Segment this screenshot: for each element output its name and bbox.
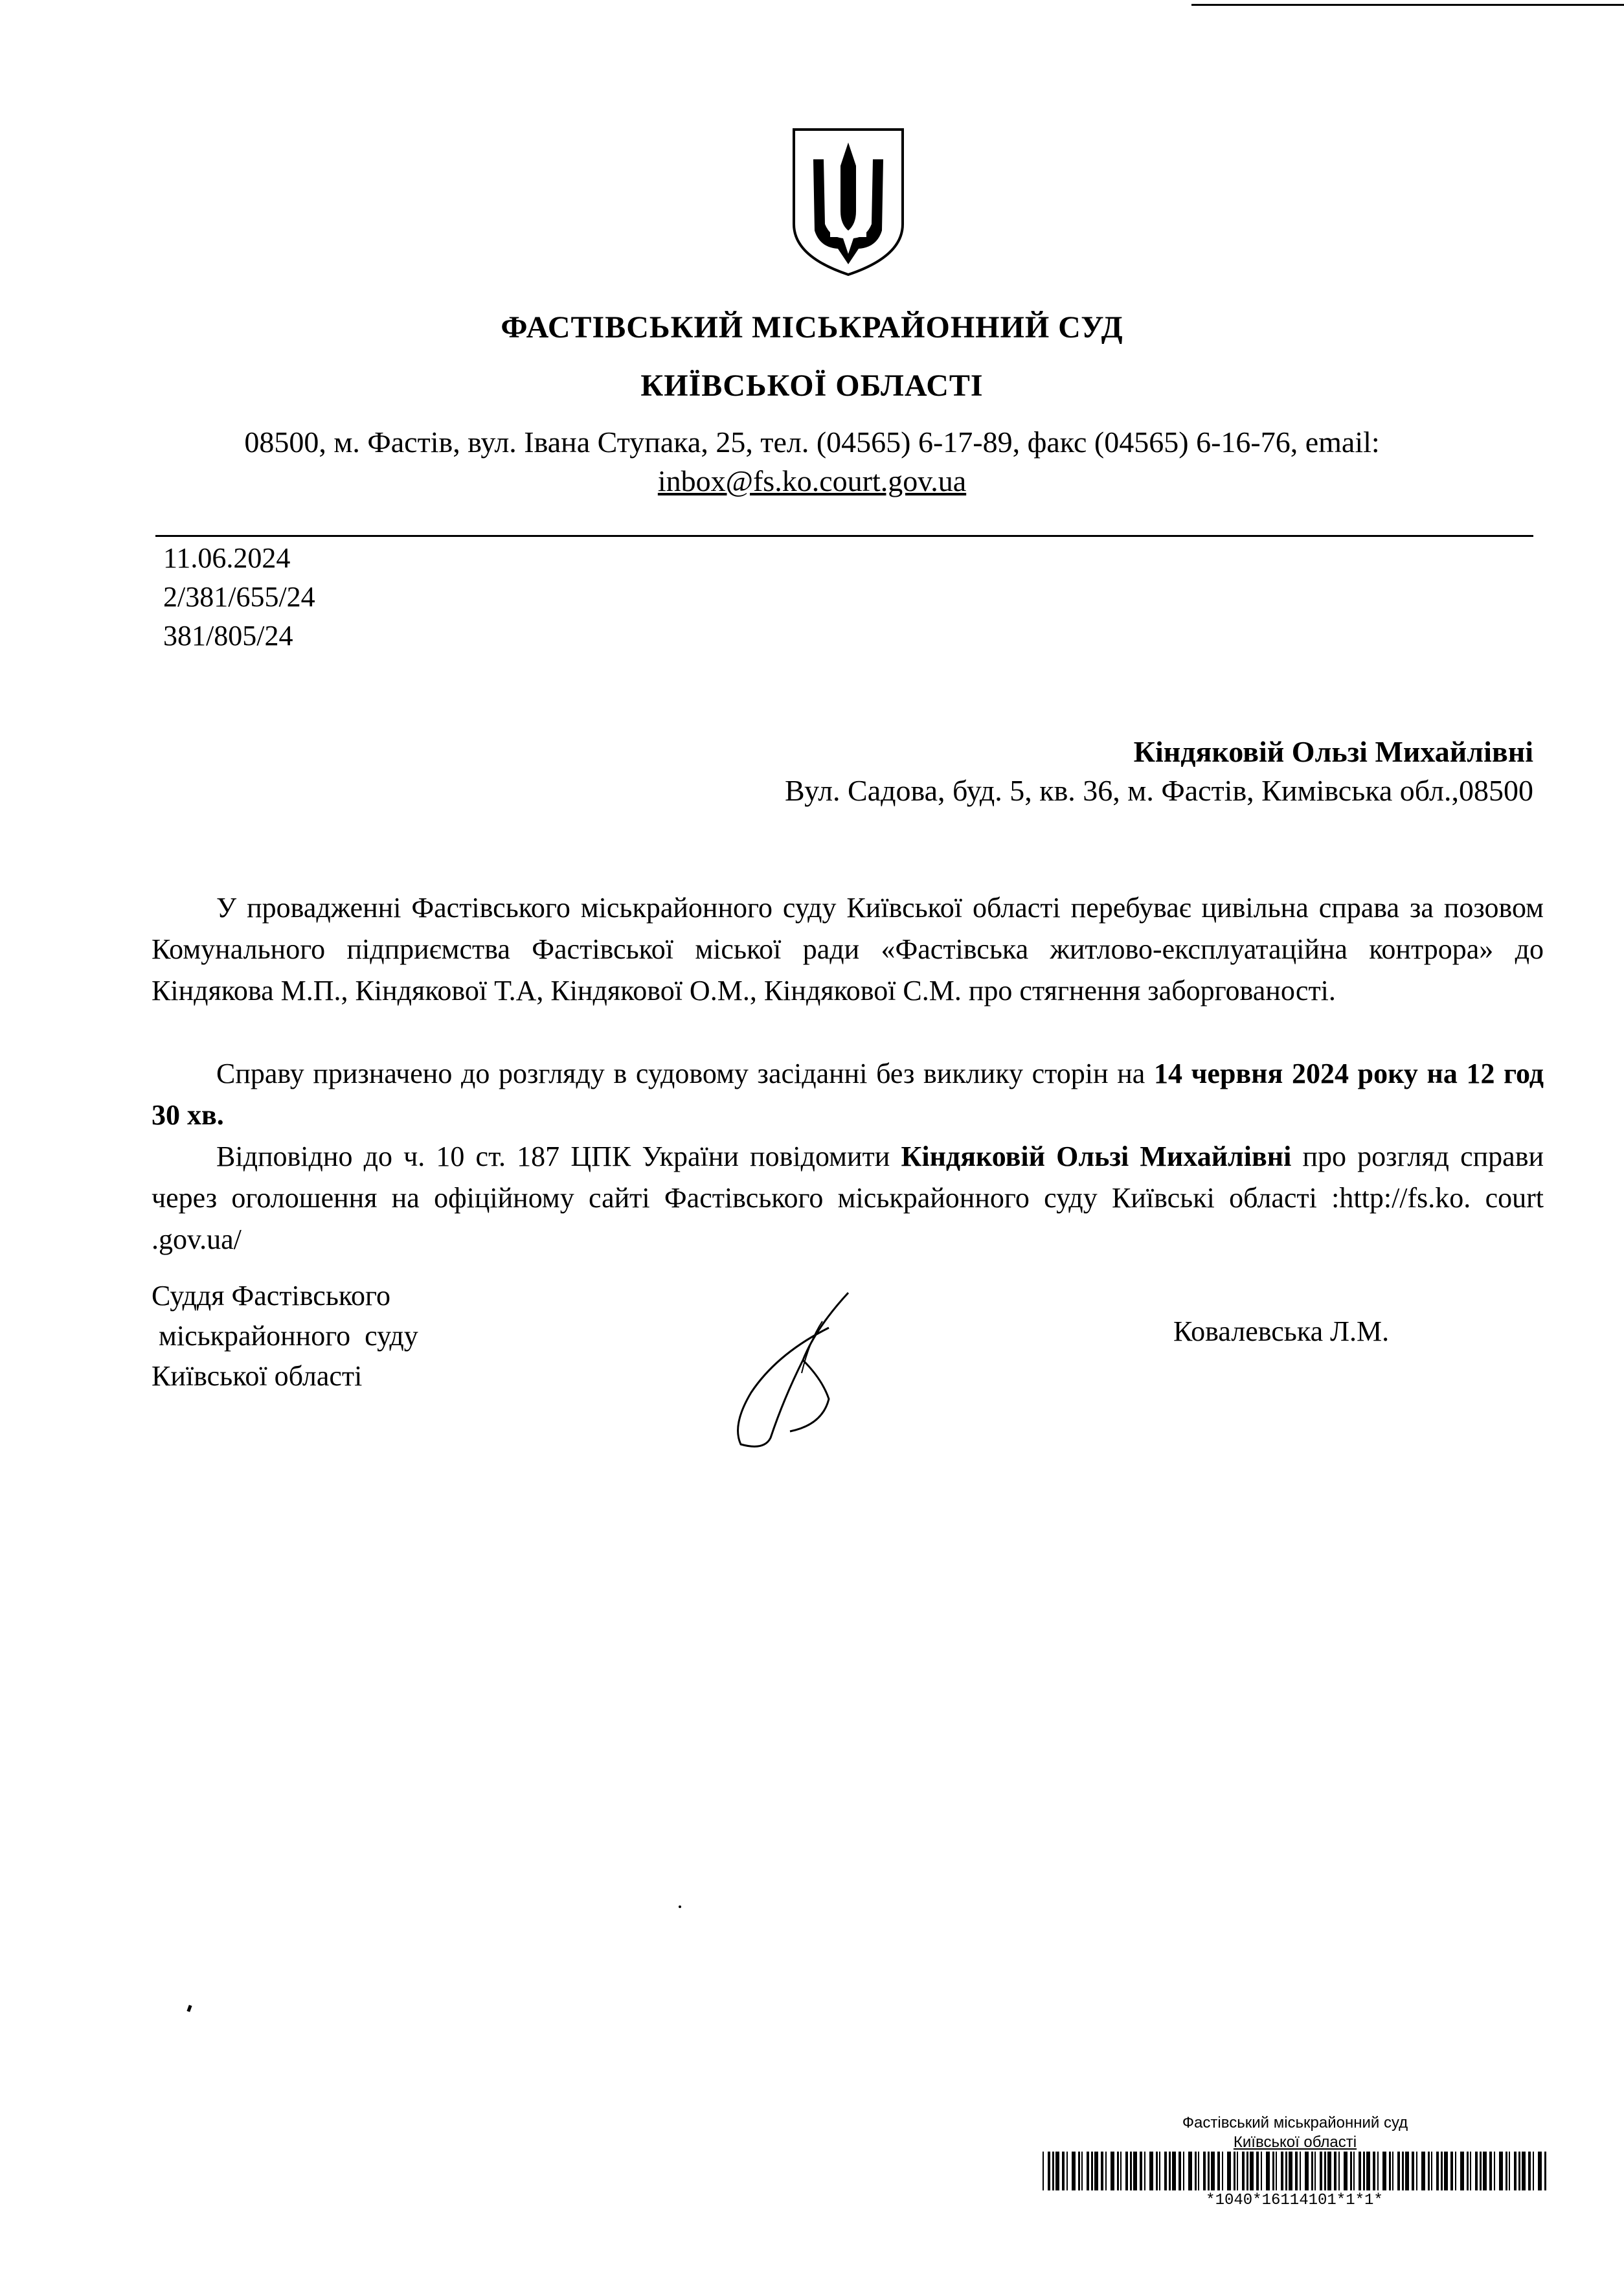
barcode-bar <box>1172 2152 1176 2190</box>
notice-text-b: про розгляд справи через оголошення на офіційному сайті Фастівського міськрайонного суду Київські області :http://fs.ko. court .gov.ua/ <box>152 1141 1544 1255</box>
barcode-bar <box>1211 2152 1215 2190</box>
hearing-text: Справу призначено до розгляду в судовому засіданні без виклику сторін на <box>216 1058 1145 1089</box>
barcode-bar <box>1509 2152 1510 2190</box>
barcode-bar <box>1431 2152 1432 2190</box>
barcode-bar <box>1276 2152 1277 2190</box>
barcode-bar <box>1081 2152 1083 2190</box>
barcode-bar <box>1261 2152 1262 2190</box>
judge-title-line-1: Суддя Фастівського <box>152 1280 390 1312</box>
barcode-bar <box>1203 2152 1206 2190</box>
barcode-bar <box>1467 2152 1469 2190</box>
barcode-bar <box>1428 2152 1430 2190</box>
barcode-bar <box>1522 2152 1526 2190</box>
barcode-bar <box>1149 2152 1153 2190</box>
barcode-bar <box>1483 2152 1487 2190</box>
barcode-bar <box>1436 2152 1439 2190</box>
barcode-bar <box>1344 2152 1348 2190</box>
barcode-bar <box>1402 2152 1404 2190</box>
barcode-bar <box>1416 2152 1417 2190</box>
court-region: КИЇВСЬКОЇ ОБЛАСТІ <box>640 369 984 403</box>
barcode-bar <box>1169 2152 1171 2190</box>
barcode-bar <box>1144 2152 1145 2190</box>
barcode-bar <box>1222 2152 1223 2190</box>
barcode-bar <box>1389 2152 1391 2190</box>
barcode-bar <box>1320 2152 1322 2190</box>
barcode-bar <box>1499 2152 1503 2190</box>
barcode-bar <box>1043 2152 1044 2190</box>
coat-of-arms-emblem <box>791 127 905 277</box>
case-number-2: 381/805/24 <box>163 620 293 652</box>
barcode-bar <box>1285 2152 1287 2190</box>
document-date: 11.06.2024 <box>163 542 291 574</box>
scan-speck <box>679 1905 681 1908</box>
body-paragraph-3 <box>152 1136 1544 1260</box>
barcode-bar <box>1105 2152 1107 2190</box>
barcode-number: *1040*16114101*1*1* <box>1206 2192 1383 2209</box>
top-edge-line <box>1191 4 1624 6</box>
barcode-bar <box>1272 2152 1274 2190</box>
barcode-bar <box>1533 2152 1534 2190</box>
barcode-bar <box>1234 2152 1235 2190</box>
barcode-bar <box>1514 2152 1517 2190</box>
barcode-bar <box>1421 2152 1425 2190</box>
barcode-bar <box>1159 2152 1160 2190</box>
court-name: ФАСТІВСЬКИЙ МІСЬКРАЙОННИЙ СУД <box>501 310 1123 345</box>
addressee-address: Вул. Садова, буд. 5, кв. 36, м. Фастів, Кимівська обл.,08500 <box>785 774 1533 807</box>
barcode-bar <box>1198 2152 1199 2190</box>
barcode-bar <box>1111 2152 1114 2190</box>
barcode-bar <box>1130 2152 1132 2190</box>
barcode-bar <box>1295 2152 1298 2190</box>
barcode-bar <box>1281 2152 1283 2190</box>
barcode-bar <box>1314 2152 1316 2190</box>
barcode-bar <box>1480 2152 1482 2190</box>
barcode-bar <box>1538 2152 1542 2190</box>
barcode-bar <box>1179 2152 1181 2190</box>
barcode-bar <box>1048 2152 1050 2190</box>
barcode-bar <box>1091 2152 1093 2190</box>
barcode-bar <box>1359 2152 1361 2190</box>
addressee-name: Кіндяковій Ользі Михайлівні <box>1133 735 1533 768</box>
barcode-bar <box>1087 2152 1089 2190</box>
barcode-bar <box>1470 2152 1471 2190</box>
body-paragraph-2 <box>152 1053 1544 1136</box>
barcode-bar <box>1518 2152 1520 2190</box>
barcode-bar <box>1183 2152 1184 2190</box>
barcode-bar <box>1266 2152 1270 2190</box>
barcode-bar <box>1353 2152 1355 2190</box>
barcode-bar <box>1544 2152 1546 2190</box>
court-email-line <box>0 464 1624 498</box>
barcode-bar <box>1475 2152 1478 2190</box>
notice-text-a: Відповідно до ч. 10 ст. 187 ЦПК України повідомити <box>216 1141 890 1172</box>
barcode-bar <box>1072 2152 1076 2190</box>
handwritten-signature <box>725 1289 881 1457</box>
barcode-bar <box>1156 2152 1158 2190</box>
barcode-bar <box>1140 2152 1142 2190</box>
barcode-bar <box>1377 2152 1379 2190</box>
judge-name: Ковалевська Л.М. <box>1173 1315 1390 1347</box>
barcode-bar <box>1450 2152 1453 2190</box>
barcode-bar <box>1055 2152 1059 2190</box>
barcode-bar <box>1300 2152 1301 2190</box>
barcode-bar <box>1412 2152 1414 2190</box>
barcode-bar <box>1188 2152 1192 2190</box>
case-number-1: 2/381/655/24 <box>163 581 315 613</box>
barcode-bar <box>1392 2152 1393 2190</box>
barcode-bar <box>1373 2152 1375 2190</box>
barcode-bar <box>1101 2152 1103 2190</box>
barcode-bar <box>1528 2152 1531 2190</box>
barcode-bar <box>1441 2152 1443 2190</box>
court-address: 08500, м. Фастів, вул. Івана Ступака, 25, тел. (04565) 6-17-89, факс (04565) 6-16-76, email: <box>244 426 1380 459</box>
barcode-bar <box>1237 2152 1238 2190</box>
barcode-bar <box>1256 2152 1259 2190</box>
barcode-bar <box>1217 2152 1220 2190</box>
barcode-bar <box>1062 2152 1065 2190</box>
barcode-bar <box>1120 2152 1122 2190</box>
court-email-link[interactable]: inbox@fs.ko.court.gov.ua <box>657 464 967 497</box>
barcode-bar <box>1242 2152 1245 2190</box>
barcode-bar <box>1338 2152 1340 2190</box>
barcode-bar <box>1460 2152 1464 2190</box>
barcode-bar <box>1489 2152 1492 2190</box>
barcode-bar <box>1246 2152 1248 2190</box>
barcode-bar <box>1455 2152 1456 2190</box>
judge-title-line-2: міськрайонного суду <box>152 1320 418 1352</box>
judge-title-block <box>152 1276 418 1396</box>
barcode-bar <box>1366 2152 1370 2190</box>
barcode-bar <box>1289 2152 1292 2190</box>
body-paragraph-1: У провадженні Фастівського міськрайонного суду Київської області перебуває цивільна справа за позовом Комунального підприємства Фастівської міської ради «Фастівська житлово-експлуатаційна контрора» до Кіндякова М.П., Кіндякової Т.А, Кіндякової О.М., Кіндякової С.М. про стягнення заборгованості. <box>152 892 1544 1006</box>
barcode-bar <box>1363 2152 1365 2190</box>
barcode-bar <box>1094 2152 1098 2190</box>
barcode-bar <box>1117 2152 1119 2190</box>
barcode-bar <box>1305 2152 1309 2190</box>
barcode-bar <box>1195 2152 1197 2190</box>
stamp-court-region: Київської області <box>1233 2133 1357 2151</box>
barcode-bar <box>1444 2152 1448 2190</box>
barcode-bar <box>1250 2152 1254 2190</box>
barcode-bar <box>1227 2152 1231 2190</box>
scan-speck <box>186 2005 192 2012</box>
barcode-bar <box>1324 2152 1326 2190</box>
barcode-bar <box>1506 2152 1507 2190</box>
barcode-bar <box>1397 2152 1400 2190</box>
barcode <box>1043 2152 1546 2190</box>
barcode-bar <box>1052 2152 1054 2190</box>
barcode-bar <box>1382 2152 1386 2190</box>
barcode-bar <box>1066 2152 1068 2190</box>
stamp-court-name: Фастівський міськрайонний суд <box>1182 2114 1408 2132</box>
barcode-bar <box>1494 2152 1495 2190</box>
barcode-bar <box>1334 2152 1336 2190</box>
notice-addressee: Кіндяковій Ользі Михайлівні <box>901 1141 1292 1172</box>
hearing-date: 14 червня 2024 року на 12 год 30 хв. <box>152 1058 1544 1131</box>
barcode-bar <box>1327 2152 1331 2190</box>
barcode-bar <box>1133 2152 1137 2190</box>
barcode-bar <box>1311 2152 1313 2190</box>
barcode-bar <box>1405 2152 1409 2190</box>
barcode-bar <box>1350 2152 1352 2190</box>
barcode-bar <box>1125 2152 1128 2190</box>
barcode-bar <box>1208 2152 1210 2190</box>
barcode-bar <box>1164 2152 1167 2190</box>
barcode-bar <box>1078 2152 1080 2190</box>
judge-title-line-3: Київської області <box>152 1360 363 1392</box>
header-divider <box>155 535 1533 537</box>
